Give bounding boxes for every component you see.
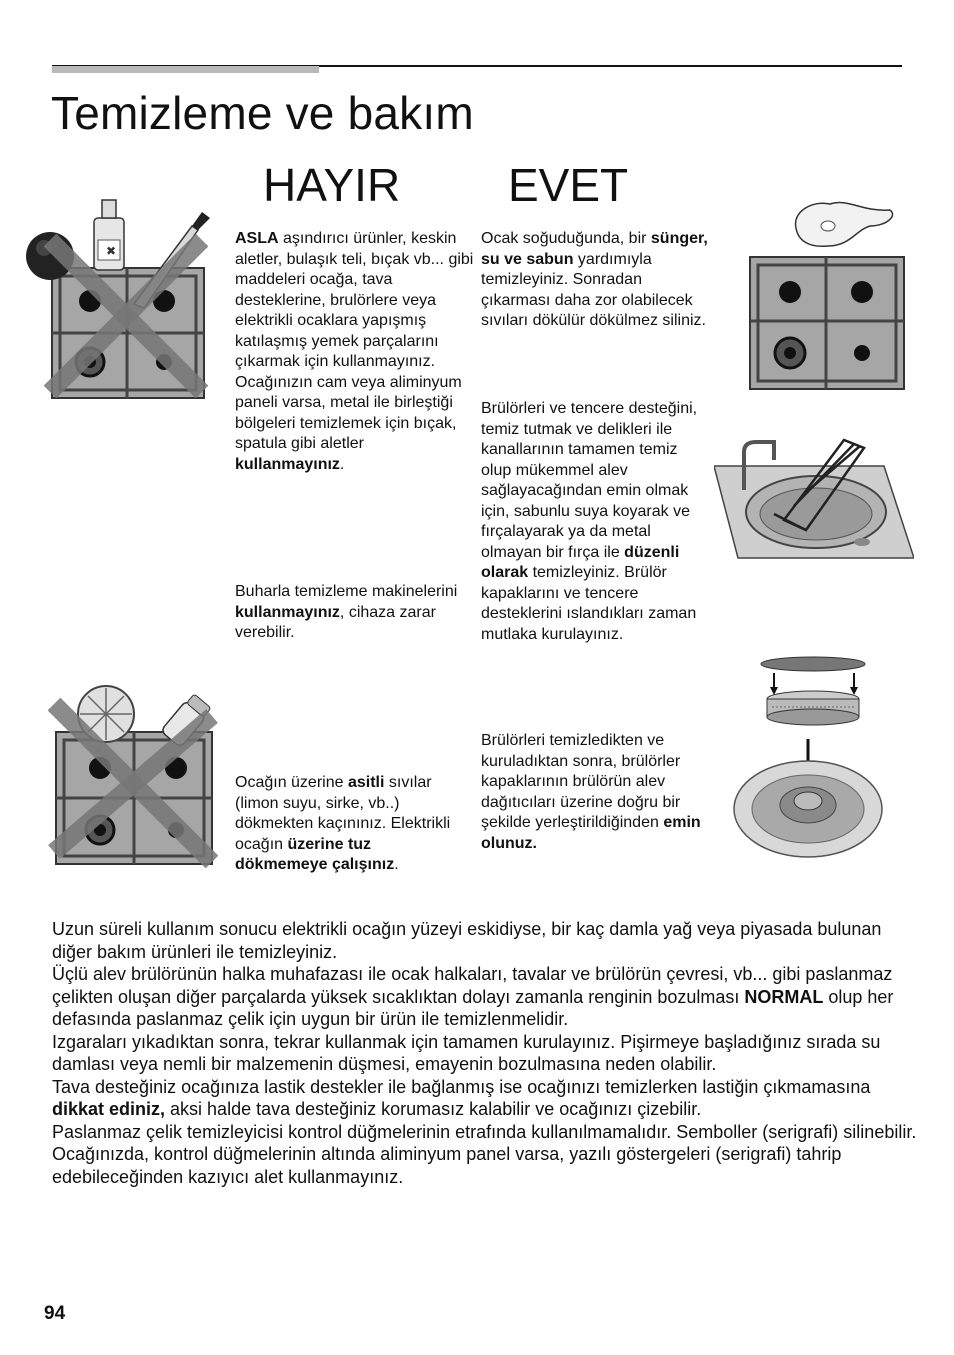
column-header-no: HAYIR — [263, 159, 401, 211]
emphasis-text: sünger, su ve sabun — [481, 230, 708, 268]
body-text-run: aşındırıcı ürünler, keskin aletler, bulaşık teli, bıçak vb... gibi maddeleri ocağa, tava desteklerine, brulörlere veya elektrikli ocaklara yapışmış katılaşmış yemek parçalarını çıkarmak için kullanmayınız. Ocağınızın cam veya aliminyum paneli varsa, metal ile birleştiği bölgeleri temizlemek için bıçak, spatula gibi aletler — [235, 230, 474, 452]
no-text-steam — [235, 582, 465, 644]
no-text-abrasives — [235, 229, 475, 475]
body-text-run: Ocağın üzerine — [235, 774, 348, 791]
maintenance-body-text — [52, 918, 922, 1188]
column-header-yes: EVET — [508, 159, 629, 211]
emphasis-text: ASLA — [235, 230, 279, 247]
yes-text-burners — [481, 399, 711, 645]
yes-text-sponge — [481, 229, 711, 332]
body-text-run: Brülörleri ve tencere desteğini, temiz tutmak ve delikleri ile kanallarının tamamen temiz olup mükemmel alev sağlayacağından emin olmak için, sabunlu suya koyarak ve fırçalayarak ya da metal olmayan bir fırça ile — [481, 400, 698, 561]
emphasis-text: NORMAL — [744, 986, 824, 1007]
burner-cap-icon — [758, 655, 868, 727]
emphasis-text: kullanmayınız — [235, 603, 340, 621]
body-text-run: yardımıyla temizleyiniz. Sonradan çıkarması daha zor olabilecek sıvıları dökülür dökülmez siliniz. — [481, 250, 706, 329]
body-text-run: sıvılar (limon suyu, sirke, vb..) dökmekten kaçınınız. Elektrikli ocağın — [235, 774, 451, 853]
emphasis-text: emin olunuz. — [481, 814, 701, 852]
body-text-run: , cihaza zarar verebilir. — [235, 603, 436, 641]
body-text-run: Brülörleri temizledikten ve kuruladıktan sonra, brülörler kapaklarının brülörün alev dağıtıcıları üzerine doğru bir şekilde yerleştirildiğinden — [481, 732, 681, 831]
body-text-run: Paslanmaz çelik temizleyicisi kontrol düğmelerinin etrafında kullanılmamalıdır. Semboller (serigrafi) silinebilir. — [52, 1121, 917, 1142]
body-text-run: . — [394, 856, 399, 873]
clean-hob-icon — [748, 255, 908, 393]
body-text-run: . — [339, 455, 345, 473]
body-text-run: aksi halde tava desteğiniz korumasız kalabilir ve ocağınızı çizebilir. — [165, 1099, 702, 1119]
body-text-run: Uzun süreli kullanım sonucu elektrikli ocağın yüzeyi eskidiyse, bir kaç damla yağ veya piyasada bulunan diğer bakım ürünleri ile temizleyiniz. — [52, 919, 882, 962]
hob-with-abrasives-crossed-icon — [22, 196, 212, 406]
emphasis-text: dikkat ediniz, — [52, 1099, 166, 1119]
burner-base-icon — [732, 735, 884, 861]
hob-with-acid-and-salt-crossed-icon — [48, 680, 218, 870]
pan-support-in-sink-icon — [714, 430, 914, 560]
yes-text-caps — [481, 731, 711, 854]
body-text-run: Buharla temizleme makinelerini — [235, 583, 458, 600]
body-text-run: Üçlü alev brülörünün halka muhafazası ile ocak halkaları, tavalar ve brülörün çevresi, vb... gibi paslanmaz çelikten oluşan diğer parçalarda yüksek sıcaklıktan dolayı zamanla renginin bozulması — [52, 964, 893, 1007]
body-text-run: olup her defasında paslanmaz çelik için uygun bir ürün ile temizlenmelidir. — [52, 986, 894, 1029]
body-text-run: Tava desteğiniz ocağınıza lastik destekler ile bağlanmış ise ocağınızı temizlerken lastiğin çıkmamasına — [52, 1076, 871, 1097]
svg-text:✖: ✖ — [106, 244, 117, 258]
emphasis-text: üzerine tuz dökmemeye çalışınız — [235, 835, 395, 873]
body-text-run: Ocağınızda, kontrol düğmelerinin altında aliminyum panel varsa, yazılı göstergeleri (serigrafi) tahrip edebileceğinden kazıyıcı alet kullanmayınız. — [52, 1144, 842, 1187]
sponge-icon — [790, 196, 900, 252]
body-text-run: Izgaraları yıkadıktan sonra, tekrar kullanmak için tamamen kurulayınız. Pişirmeye başladığınız sırada su damlası veya nemli bir malzemenin düşmesi, emayenin bozulmasına neden olabilir. — [52, 1031, 881, 1074]
emphasis-text: kullanmayınız — [235, 455, 340, 473]
page-title: Temizleme ve bakım — [51, 87, 474, 139]
body-text-run: temizleyiniz. Brülör kapaklarını ve tencere desteklerini ıslandıkları zaman mutlaka kurulayınız. — [481, 564, 697, 643]
emphasis-text: asitli — [347, 774, 385, 791]
header-accent-bar — [52, 66, 319, 73]
emphasis-text: düzenli olarak — [481, 543, 680, 581]
page-number: 94 — [44, 1303, 66, 1324]
no-text-acid — [235, 773, 465, 876]
body-text-run: Ocak soğuduğunda, bir — [481, 230, 651, 247]
